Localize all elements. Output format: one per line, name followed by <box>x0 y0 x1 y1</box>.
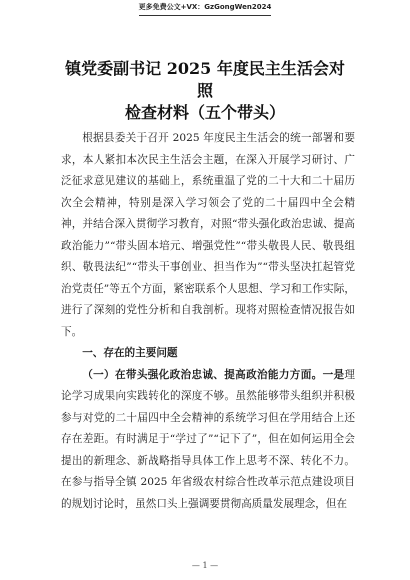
document-body <box>61 128 355 515</box>
header-promo-text: 更多免费公文+VX：GzGongWen2024 <box>139 2 272 16</box>
section-heading-1: 一、存在的主要问题 <box>82 347 178 359</box>
title-line-2: 检查材料（五个带头） <box>124 103 285 122</box>
header-bar <box>0 0 410 18</box>
point-lead: 一是 <box>322 368 345 381</box>
subsection-number: （一） <box>82 368 115 381</box>
subsection-heading: 在带头强化政治忠诚、提高政治能力方面。 <box>114 368 323 381</box>
document-title <box>60 58 350 124</box>
subsection-paragraph-1 <box>61 365 355 516</box>
subsection-text: 理论学习成果向实践转化的深度不够。虽然能够带头组织并积极参与对党的二十届四中全会精神的系统学习但在学用结合上还存在差距。有时满足于“学过了”“记下了”，但在如何运用全会提出的新理念、新战略指导具体工作上思考不深、转化不力。在参与指导全镇 2025 年省级农村综合性改革示范点建设项目的规划讨论时，虽然口头上强调要贯彻高质量发展理念，但在 <box>61 368 356 510</box>
intro-paragraph: 根据县委关于召开 2025 年度民主生活会的统一部署和要求，本人紧扣本次民主生活会主题，在深入开展学习研讨、广泛征求意见建议的基础上，系统重温了党的二十大和二十届历次全会精神，特别是深入学习领会了党的二十届四中全会精神，并结合深入贯彻学习教育，对照“带头强化政治忠诚、提高政治能力”“带头固本培元、增强党性”“带头敬畏人民、敬畏组织、敬畏法纪”“带头干事创业、担当作为”“带头坚决扛起管党治党责任”等五个方面，紧密联系个人思想、学习和工作实际，进行了深刻的党性分析和自我剖析。现将对照检查情况报告如下。 <box>61 132 355 338</box>
title-line-1: 镇党委副书记 2025 年度民主生活会对照 <box>65 59 345 100</box>
page-number: — 1 — <box>191 561 219 570</box>
